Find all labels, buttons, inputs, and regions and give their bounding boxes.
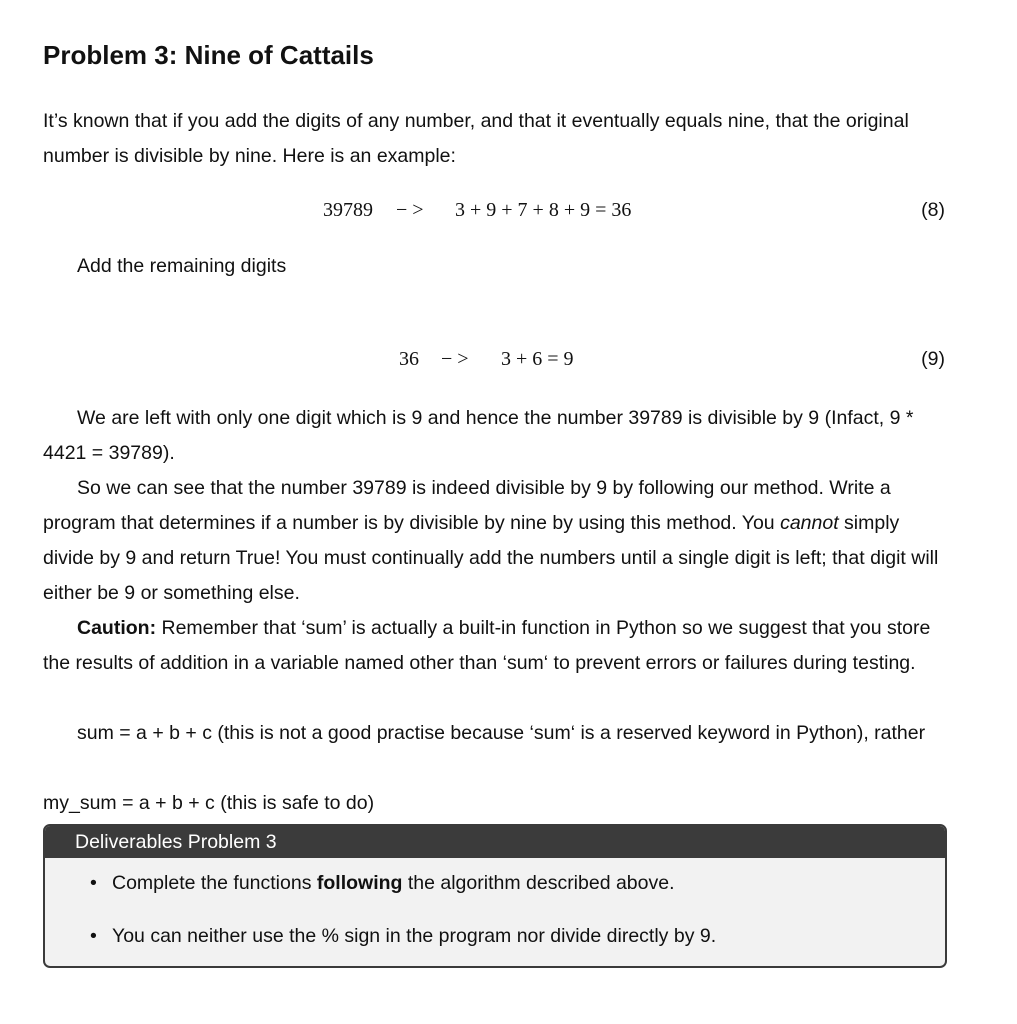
equation-9-lhs: 36 bbox=[399, 348, 419, 370]
instruction-paragraph bbox=[43, 471, 945, 611]
equation-8 bbox=[43, 199, 945, 229]
good-example-paragraph: my_sum = a + b + c (this is safe to do) bbox=[43, 792, 375, 814]
instruction-emphasis: cannot bbox=[780, 512, 839, 534]
step-text: Add the remaining digits bbox=[77, 255, 287, 277]
deliverables-header: Deliverables Problem 3 bbox=[45, 826, 945, 858]
deliverable-item-functions-after: the algorithm described above. bbox=[402, 872, 675, 894]
equation-9-number: (9) bbox=[921, 348, 945, 370]
equation-8-lhs: 39789 bbox=[323, 199, 373, 221]
instruction-text-before: So we can see that the number 39789 is indeed divisible by 9 by following our method. Write a program that determines if a number is by divisible by nine by using this method. You bbox=[43, 477, 891, 534]
caution-text: Remember that ‘sum’ is actually a built-in function in Python so we suggest that you store the results of addition in a variable named other than ‘sum‘ to prevent errors or failures during testing. bbox=[43, 617, 931, 674]
deliverable-item-functions-before: Complete the functions bbox=[112, 872, 317, 894]
equation-8-number: (8) bbox=[921, 199, 945, 221]
bad-example-paragraph: sum = a + b + c (this is not a good practise because ‘sum‘ is a reserved keyword in Python), rather bbox=[77, 722, 926, 744]
equation-9-arrow: − > bbox=[441, 348, 469, 370]
intro-paragraph: It’s known that if you add the digits of any number, and that it eventually equals nine, that the original number is divisible by nine. Here is an example: bbox=[43, 110, 909, 167]
instruction-text-after: simply divide by 9 and return True! You must continually add the numbers until a single digit is left; that digit will either be 9 or something else. bbox=[43, 512, 939, 604]
deliverables-box bbox=[43, 824, 947, 968]
deliverable-item-functions bbox=[112, 872, 675, 895]
caution-label: Caution: bbox=[77, 617, 157, 639]
equation-9 bbox=[43, 348, 945, 378]
problem-title: Problem 3: Nine of Cattails bbox=[43, 40, 374, 70]
conclusion-paragraph: We are left with only one digit which is 9 and hence the number 39789 is divisible by 9 (Infact, 9 * 4421 = 39789). bbox=[43, 407, 914, 464]
equation-8-rhs: 3 + 9 + 7 + 8 + 9 = 36 bbox=[455, 199, 632, 221]
deliverable-item-restriction: • You can neither use the % sign in the program nor divide directly by 9. bbox=[112, 925, 716, 948]
deliverable-item-functions-bold: following bbox=[316, 872, 403, 894]
equation-8-arrow: − > bbox=[396, 199, 424, 221]
caution-paragraph bbox=[43, 611, 945, 681]
equation-9-rhs: 3 + 6 = 9 bbox=[501, 348, 574, 370]
